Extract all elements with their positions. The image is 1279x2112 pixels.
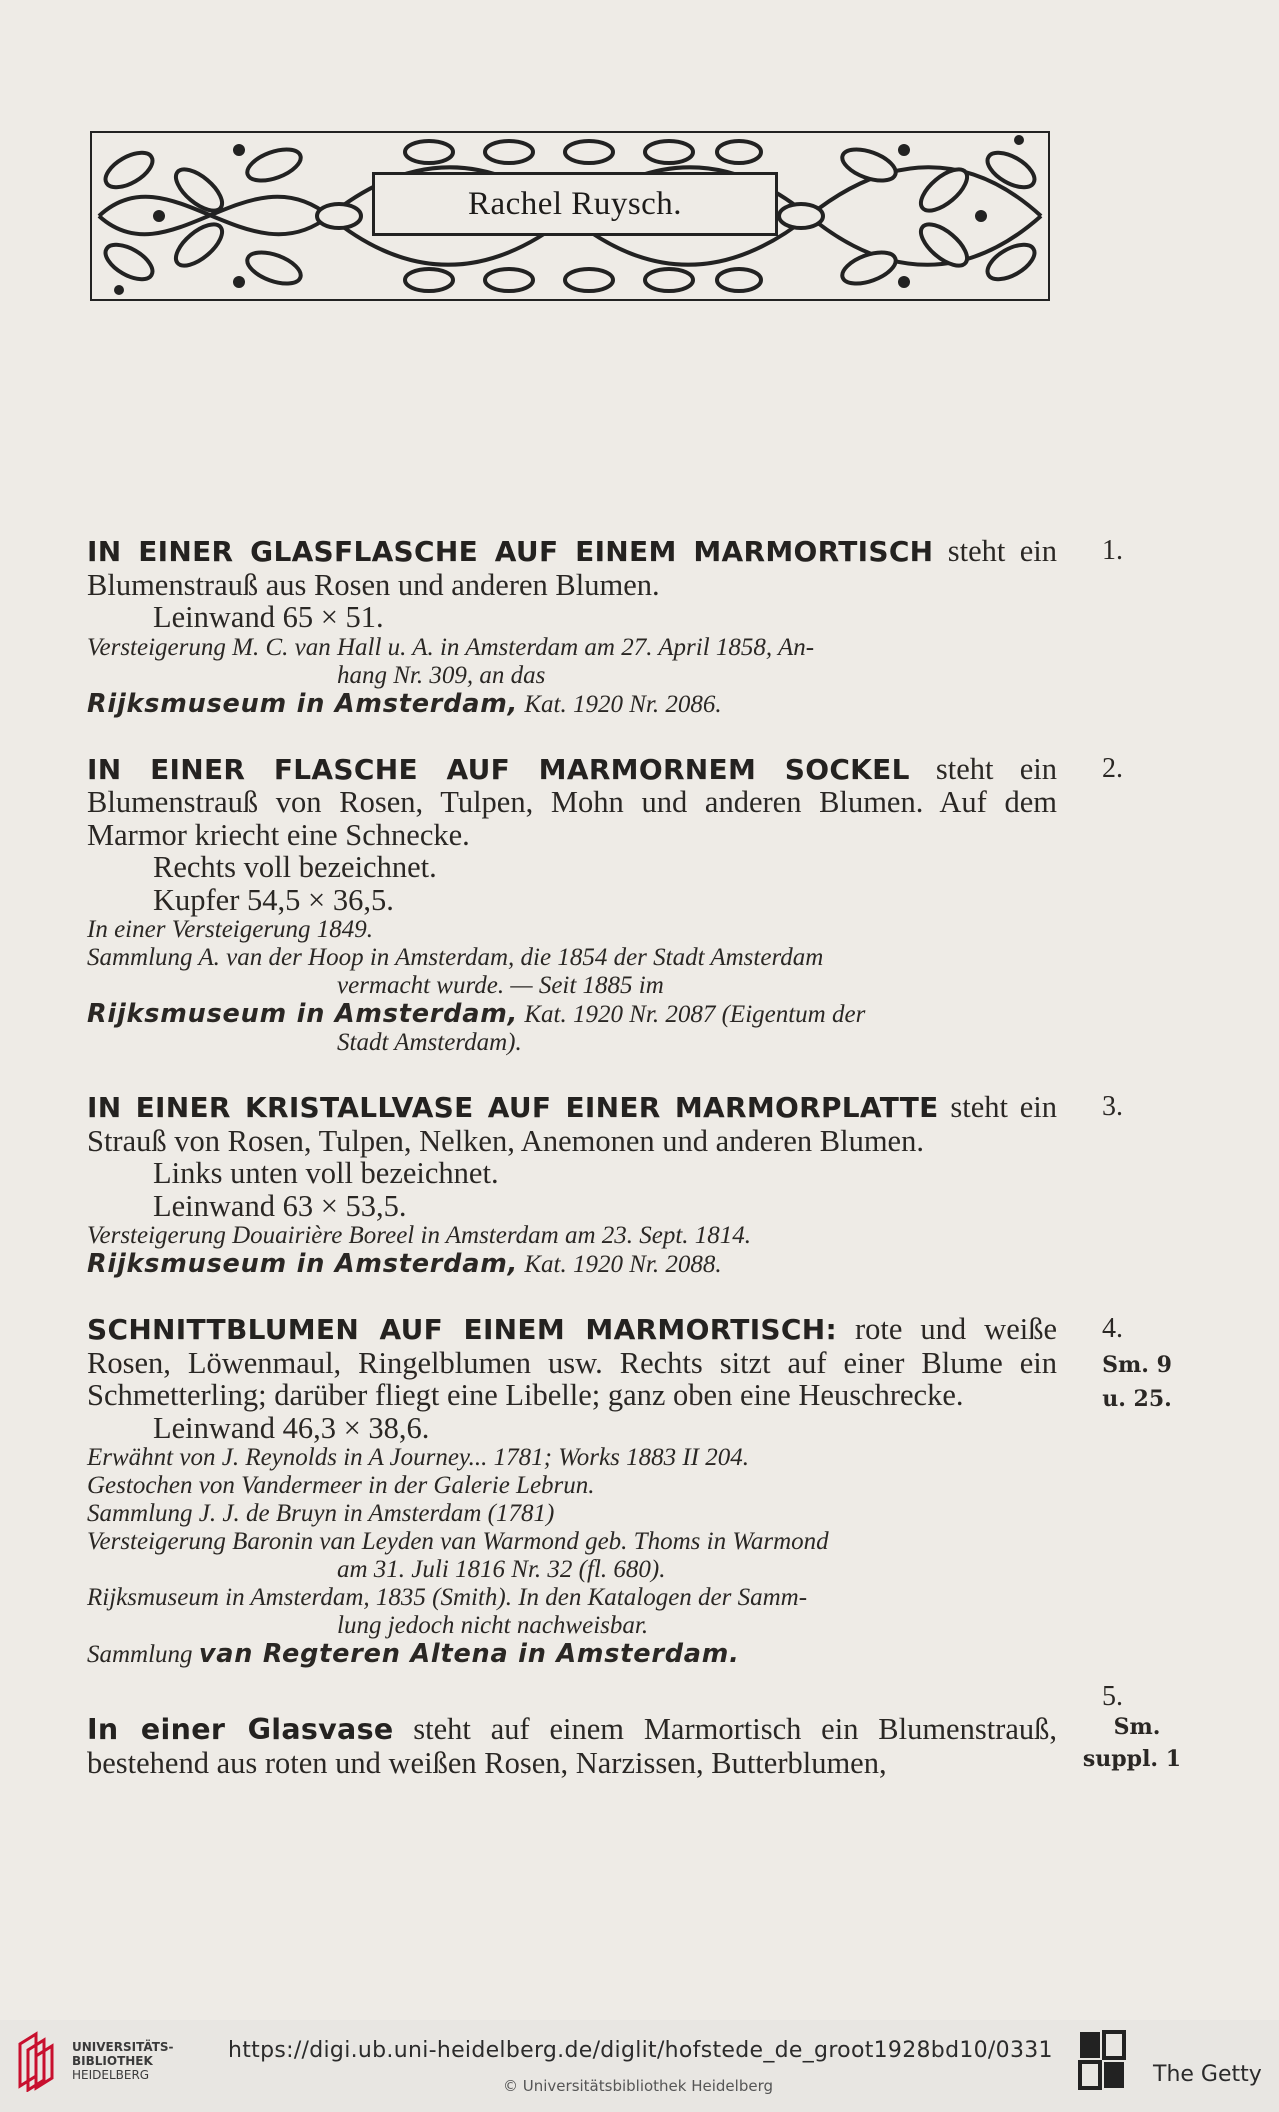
entry-catalogue-ref-cont: Stadt Amsterdam). (337, 1029, 522, 1056)
entry-museum: Rijksmuseum in Amsterdam, (87, 1249, 519, 1279)
entry-provenance: Erwähnt von J. Reynolds in A Journey... 1781; Works 1883 II 204. (87, 1444, 749, 1471)
permalink-url[interactable]: https://digi.ub.uni-heidelberg.de/diglit/hofstede_de_groot1928bd10/0331 (228, 2038, 1053, 2063)
entry-provenance: Versteigerung Baronin van Leyden van Warmond geb. Thoms in Warmond (87, 1528, 829, 1555)
entry-description (87, 535, 1057, 601)
entry-provenance: Versteigerung M. C. van Hall u. A. in Amsterdam am 27. April 1858, An- (87, 633, 815, 661)
entry-description (87, 1703, 1057, 1779)
page-title: Rachel Ruysch. (372, 172, 778, 236)
entry-side-reference: u. 25. (1102, 1386, 1172, 1412)
getty-logo-icon (1078, 2030, 1126, 2090)
entry-provenance: Sammlung A. van der Hoop in Amsterdam, die 1854 der Stadt Amsterdam (87, 944, 824, 971)
entry-catalogue-ref: Kat. 1920 Nr. 2088. (518, 1251, 722, 1278)
entry-medium: Kupfer 54,5 × 36,5. (153, 882, 394, 917)
university-library-logo-icon (14, 2030, 62, 2092)
entry-provenance: In einer Versteigerung 1849. (87, 916, 374, 943)
entry-provenance-cont: vermacht wurde. — Seit 1885 im (337, 972, 664, 999)
entry-signature: Rechts voll bezeichnet. (153, 850, 437, 884)
entry-side-reference: Sm. 9 (1102, 1352, 1172, 1378)
entry-catalogue-ref: Kat. 1920 Nr. 2086. (518, 690, 722, 718)
entry-side-reference: Sm. (1113, 1714, 1161, 1740)
entry-museum: Rijksmuseum in Amsterdam, (87, 999, 519, 1029)
getty-label: The Getty (1153, 2062, 1262, 2087)
catalogue-entries (87, 535, 1187, 1813)
catalogue-entry (87, 1090, 1123, 1279)
entry-description-text: rote und weiße Rosen, Löwenmaul, Ringelblumen usw. Rechts sitzt auf einer Blume ein Schmetterling; darüber fliegt eine Libelle; ganz oben eine Heuschrecke. (87, 1312, 1057, 1412)
entry-museum: Rijksmuseum in Amsterdam, (87, 688, 519, 719)
entry-heading: SCHNITTBLUMEN AUF EINEM MARMORTISCH: (87, 1313, 837, 1346)
entry-heading: IN EINER KRISTALLVASE AUF EINER MARMORPLATTE (87, 1091, 939, 1124)
catalogue-entry (87, 751, 1123, 1058)
entry-museum: van Regteren Altena in Amsterdam. (198, 1639, 740, 1669)
entry-medium: Leinwand 65 × 51. (153, 600, 384, 634)
catalogue-entry (87, 1312, 1172, 1669)
entry-provenance: Sammlung (87, 1641, 199, 1668)
entry-number: 3. (1102, 1091, 1123, 1122)
entry-heading: IN EINER FLASCHE AUF MARMORNEM SOCKEL (87, 752, 910, 786)
entry-provenance-cont: hang Nr. 309, an das (337, 661, 546, 689)
catalogue-entry (87, 534, 1123, 719)
catalogue-entry (87, 1681, 1182, 1780)
entry-side-reference: suppl. 1 (1082, 1746, 1182, 1772)
entry-catalogue-ref: Kat. 1920 Nr. 2087 (Eigentum der (518, 1001, 866, 1028)
entry-description (87, 1313, 1057, 1412)
entry-number: 4. (1102, 1313, 1123, 1344)
entry-description-text: steht ein Strauß von Rosen, Tulpen, Nelken, Anemonen und anderen Blumen. (87, 1090, 1057, 1158)
entry-number: 1. (1102, 535, 1123, 566)
entry-provenance: Rijksmuseum in Amsterdam, 1835 (Smith). In den Katalogen der Samm- (87, 1584, 808, 1611)
entry-description-text: steht ein Blumenstrauß von Rosen, Tulpen, Mohn und anderen Blumen. Auf dem Marmor kriecht eine Schnecke. (87, 751, 1057, 852)
entry-description-text: steht ein Blumenstrauß aus Rosen und anderen Blumen. (87, 534, 1057, 602)
entry-provenance-cont: am 31. Juli 1816 Nr. 32 (fl. 680). (337, 1556, 666, 1583)
entry-number: 5. (1102, 1681, 1123, 1712)
entry-provenance: Gestochen von Vandermeer in der Galerie Lebrun. (87, 1472, 595, 1499)
entry-description (87, 753, 1057, 852)
copyright-notice: © Universitätsbibliothek Heidelberg (503, 2077, 774, 2095)
entry-provenance-cont: lung jedoch nicht nachweisbar. (337, 1612, 649, 1639)
entry-description (87, 1091, 1057, 1157)
entry-signature: Links unten voll bezeichnet. (153, 1156, 499, 1190)
entry-description-text: steht auf einem Marmortisch ein Blumenstrauß, bestehend aus roten und weißen Rosen, Narzissen, Butterblumen, (87, 1712, 1058, 1780)
entry-medium: Leinwand 46,3 × 38,6. (153, 1410, 430, 1445)
university-library-name: UNIVERSITÄTS- BIBLIOTHEK HEIDELBERG (72, 2040, 174, 2082)
entry-medium: Leinwand 63 × 53,5. (153, 1188, 407, 1223)
entry-provenance: Sammlung J. J. de Bruyn in Amsterdam (1781) (87, 1500, 555, 1527)
entry-number: 2. (1102, 752, 1123, 784)
entry-heading: IN EINER GLASFLASCHE AUF EINEM MARMORTISCH (87, 535, 934, 568)
entry-heading: In einer Glasvase (87, 1713, 394, 1746)
entry-provenance: Versteigerung Douairière Boreel in Amsterdam am 23. Sept. 1814. (87, 1222, 752, 1249)
